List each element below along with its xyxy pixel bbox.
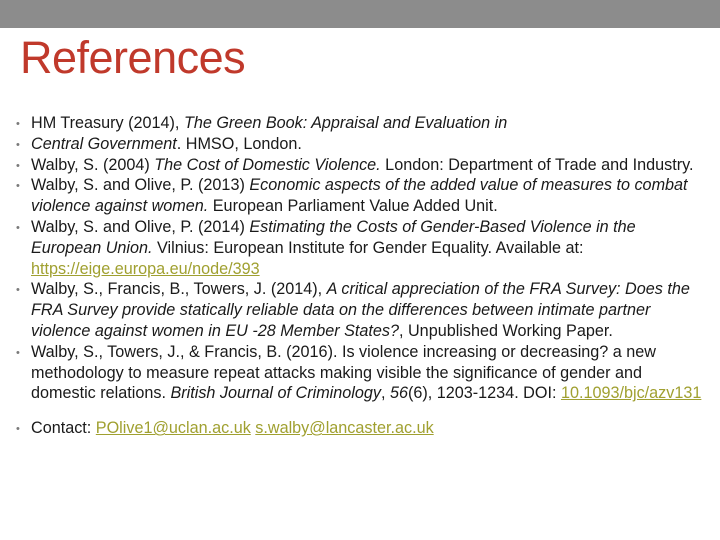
eige-link[interactable]: https://eige.europa.eu/node/393 [31, 259, 260, 278]
email-link-olive[interactable]: POlive1@uclan.ac.uk [95, 419, 251, 438]
reference-item-3: • Walby, S. (2004) The Cost of Domestic Violence. London: Department of Trade and Industry. [14, 155, 704, 176]
reference-item-4: • Walby, S. and Olive, P. (2013) Economic aspects of the added value of measures to combat violence against women. European Parliament Value Added Unit. [14, 175, 704, 217]
reference-item-1: • HM Treasury (2014), The Green Book: Appraisal and Evaluation in [14, 113, 704, 134]
reference-item-2: • Central Government. HMSO, London. [14, 134, 704, 155]
reference-item-6: • Walby, S., Francis, B., Towers, J. (2014), A critical appreciation of the FRA Survey: Does the FRA Survey provide statically reliable data on the differences between intimate partner violence against women in EU -28 Member States?, Unpublished Working Paper. [14, 279, 704, 341]
top-bar [0, 0, 720, 28]
contact-item: • Contact: POlive1@uclan.ac.uk s.walby@lancaster.ac.uk [14, 418, 704, 439]
reference-item-7: • Walby, S., Towers, J., & Francis, B. (2016). Is violence increasing or decreasing? a new methodology to measure repeat attacks making visible the significance of gender and domestic relations. British Journal of Criminology, 56(6), 1203-1234. DOI: 10.1093/bjc/azv131 [14, 342, 704, 404]
reference-item-5: • Walby, S. and Olive, P. (2014) Estimating the Costs of Gender-Based Violence in the European Union. Vilnius: European Institute for Gender Equality. Available at: https://eige.europa.eu/node/393 [14, 217, 704, 279]
slide-title: References [20, 32, 246, 83]
reference-list [14, 113, 704, 439]
email-link-walby[interactable]: s.walby@lancaster.ac.uk [255, 419, 434, 438]
doi-link[interactable]: 10.1093/bjc/azv131 [560, 384, 702, 403]
